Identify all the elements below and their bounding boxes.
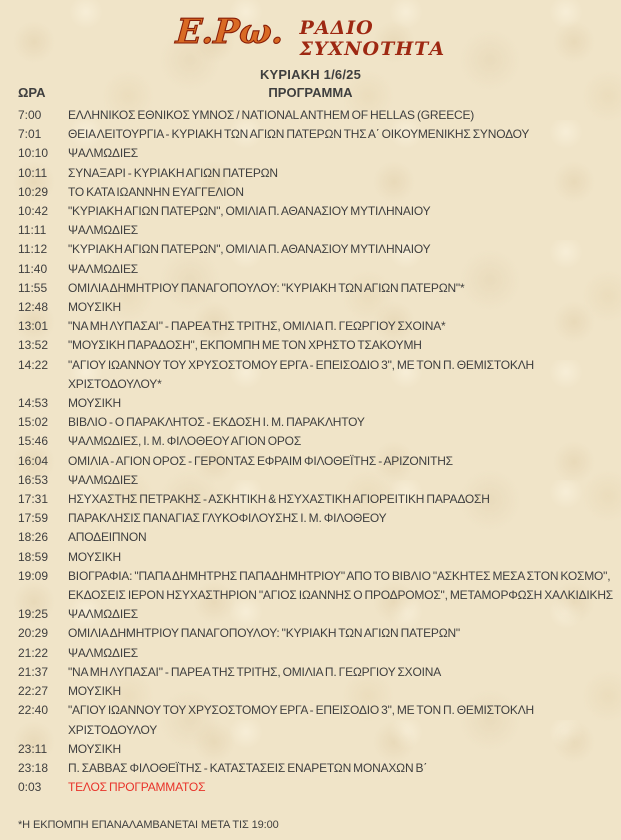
schedule-row — [0, 298, 621, 317]
schedule-time: 22:40 — [18, 703, 49, 718]
schedule-row — [0, 663, 621, 682]
schedule-title: ΨΑΛΜΩΔΙΕΣ — [68, 223, 138, 238]
schedule-time: 18:26 — [18, 530, 49, 545]
schedule-title: ΠΑΡΑΚΛΗΣΙΣ ΠΑΝΑΓΙΑΣ ΓΛΥΚΟΦΙΛΟΥΣΗΣ Ι. Μ. ΦΙΛΟΘΕΟΥ — [68, 511, 387, 526]
schedule-title: ΨΑΛΜΩΔΙΕΣ, Ι. Μ. ΦΙΛΟΘΕΟΥ ΑΓΙΟΝ ΟΡΟΣ — [68, 434, 302, 449]
schedule-row — [0, 317, 621, 336]
schedule-row — [0, 432, 621, 451]
schedule-row — [0, 509, 621, 528]
schedule-row — [0, 413, 621, 432]
schedule-row — [0, 125, 621, 144]
station-logo — [0, 0, 621, 60]
schedule-row — [0, 279, 621, 298]
station-name-line1: ΡΑΔΙΟ — [299, 17, 374, 39]
schedule-time: 21:37 — [18, 664, 49, 679]
schedule-title: ΨΑΛΜΩΔΙΕΣ — [68, 472, 138, 487]
schedule-title: ΟΜΙΛΙΑ ΔΗΜΗΤΡΙΟΥ ΠΑΝΑΓΟΠΟΥΛΟΥ: "ΚΥΡΙΑΚΗ ΤΩΝ ΑΓΙΩΝ ΠΑΤΕΡΩΝ" — [68, 626, 460, 641]
schedule-row — [0, 164, 621, 183]
schedule-list — [0, 106, 621, 797]
schedule-title: ΣΥΝΑΞΑΡΙ - ΚΥΡΙΑΚΗ ΑΓΙΩΝ ΠΑΤΕΡΩΝ — [68, 165, 278, 180]
col-header-program: ΠΡΟΓΡΑΜΜΑ — [268, 85, 353, 100]
schedule-time: 21:22 — [18, 645, 49, 660]
station-name — [299, 12, 445, 60]
schedule-time: 15:46 — [18, 434, 49, 449]
schedule-time: 20:29 — [18, 626, 49, 641]
station-logo-script: Ε.Ρω. — [174, 12, 285, 52]
footnote: *Η ΕΚΠΟΜΠΗ ΕΠΑΝΑΛΑΜΒΑΝΕΤΑΙ ΜΕΤΑ ΤΙΣ 19:00 — [18, 819, 279, 832]
schedule-title: "ΝΑ ΜΗ ΛΥΠΑΣΑΙ" - ΠΑΡΕΑ ΤΗΣ ΤΡΙΤΗΣ, ΟΜΙΛΙΑ Π. ΓΕΩΡΓΙΟΥ ΣΧΟΙΝΑ — [68, 664, 442, 679]
table-header — [0, 85, 621, 105]
schedule-time: 10:11 — [18, 165, 48, 180]
schedule-title: ΨΑΛΜΩΔΙΕΣ — [68, 607, 138, 622]
schedule-time: 11:55 — [18, 280, 48, 295]
schedule-row — [0, 336, 621, 355]
schedule-time: 17:59 — [18, 511, 49, 526]
schedule-time: 17:31 — [18, 492, 49, 507]
station-name-line2: ΣΥΧΝΟΤΗΤΑ — [299, 38, 446, 60]
schedule-row — [0, 202, 621, 221]
schedule-row — [0, 221, 621, 240]
schedule-time: 10:29 — [18, 184, 49, 199]
schedule-time: 19:09 — [18, 568, 49, 583]
schedule-time: 7:00 — [18, 108, 42, 122]
schedule-time: 10:42 — [18, 204, 49, 219]
schedule-time: 11:40 — [18, 261, 48, 276]
schedule-time: 14:53 — [18, 396, 49, 411]
schedule-row — [0, 682, 621, 701]
schedule-row — [0, 778, 621, 797]
schedule-time: 22:27 — [18, 684, 49, 699]
schedule-row — [0, 144, 621, 163]
schedule-title: Π. ΣΑΒΒΑΣ ΦΙΛΟΘΕΪΤΗΣ - ΚΑΤΑΣΤΑΣΕΙΣ ΕΝΑΡΕΤΩΝ ΜΟΝΑΧΩΝ Β΄ — [68, 760, 428, 775]
schedule-row — [0, 356, 621, 394]
schedule-time: 23:11 — [18, 741, 48, 756]
schedule-title: ΨΑΛΜΩΔΙΕΣ — [68, 645, 138, 660]
schedule-row — [0, 759, 621, 778]
schedule-time: 18:59 — [18, 549, 49, 564]
schedule-row — [0, 260, 621, 279]
date-heading: ΚΥΡΙΑΚΗ 1/6/25 — [259, 67, 362, 82]
schedule-title: ΑΠΟΔΕΙΠΝΟΝ — [68, 530, 147, 545]
schedule-row — [0, 394, 621, 413]
schedule-row — [0, 183, 621, 202]
schedule-row — [0, 471, 621, 490]
schedule-row — [0, 548, 621, 567]
schedule-title: ΒΙΒΛΙΟ - Ο ΠΑΡΑΚΛΗΤΟΣ - ΕΚΔΟΣΗ Ι. Μ. ΠΑΡΑΚΛΗΤΟΥ — [68, 415, 365, 430]
schedule-time: 19:25 — [18, 607, 49, 622]
schedule-time: 0:03 — [18, 780, 42, 795]
schedule-title: ΨΑΛΜΩΔΙΕΣ — [68, 261, 138, 276]
col-header-time: ΩΡΑ — [18, 85, 46, 100]
schedule-title: ΟΜΙΛΙΑ ΔΗΜΗΤΡΙΟΥ ΠΑΝΑΓΟΠΟΥΛΟΥ: "ΚΥΡΙΑΚΗ ΤΩΝ ΑΓΙΩΝ ΠΑΤΕΡΩΝ"* — [68, 280, 465, 295]
schedule-row — [0, 624, 621, 643]
schedule-row — [0, 240, 621, 259]
schedule-title: ΜΟΥΣΙΚΗ — [68, 300, 121, 315]
schedule-title: ΕΛΛΗΝΙΚΟΣ ΕΘΝΙΚΟΣ ΥΜΝΟΣ / NATIONAL ANTHEM OF HELLAS (GREECE) — [68, 108, 475, 122]
schedule-row — [0, 106, 621, 125]
schedule-title: "ΚΥΡΙΑΚΗ ΑΓΙΩΝ ΠΑΤΕΡΩΝ", ΟΜΙΛΙΑ Π. ΑΘΑΝΑΣΙΟΥ ΜΥΤΙΛΗΝΑΙΟΥ — [68, 204, 431, 219]
schedule-title: "ΑΓΙΟΥ ΙΩΑΝΝΟΥ ΤΟΥ ΧΡΥΣΟΣΤΟΜΟΥ ΕΡΓΑ - ΕΠΕΙΣΟΔΙΟ 3", ΜΕ ΤΟΝ Π. ΘΕΜΙΣΤΟΚΛΗ ΧΡΙΣΤΟΔΟΥΛΟΥ — [68, 703, 535, 737]
schedule-time: 16:04 — [18, 453, 49, 468]
schedule-title: "ΑΓΙΟΥ ΙΩΑΝΝΟΥ ΤΟΥ ΧΡΥΣΟΣΤΟΜΟΥ ΕΡΓΑ - ΕΠΕΙΣΟΔΙΟ 3", ΜΕ ΤΟΝ Π. ΘΕΜΙΣΤΟΚΛΗ ΧΡΙΣΤΟΔΟΥΛΟΥ* — [68, 357, 535, 391]
schedule-time: 13:52 — [18, 338, 49, 353]
schedule-time: 12:48 — [18, 300, 49, 315]
schedule-title: ΘΕΙΑ ΛΕΙΤΟΥΡΓΙΑ - ΚΥΡΙΑΚΗ ΤΩΝ ΑΓΙΩΝ ΠΑΤΕΡΩΝ ΤΗΣ Α΄ ΟΙΚΟΥΜΕΝΙΚΗΣ ΣΥΝΟΔΟΥ — [68, 127, 530, 142]
schedule-title: "ΜΟΥΣΙΚΗ ΠΑΡΑΔΟΣΗ", ΕΚΠΟΜΠΗ ΜΕ ΤΟΝ ΧΡΗΣΤΟ ΤΣΑΚΟΥΜΗ — [68, 338, 422, 353]
schedule-title: ΜΟΥΣΙΚΗ — [68, 684, 121, 699]
schedule-row — [0, 740, 621, 759]
schedule-row — [0, 605, 621, 624]
schedule-time: 15:02 — [18, 415, 49, 430]
schedule-row — [0, 567, 621, 605]
schedule-row — [0, 644, 621, 663]
schedule-title: ΜΟΥΣΙΚΗ — [68, 396, 121, 411]
schedule-title: "ΚΥΡΙΑΚΗ ΑΓΙΩΝ ΠΑΤΕΡΩΝ", ΟΜΙΛΙΑ Π. ΑΘΑΝΑΣΙΟΥ ΜΥΤΙΛΗΝΑΙΟΥ — [68, 242, 431, 257]
schedule-time: 11:11 — [18, 223, 47, 238]
schedule-time: 13:01 — [18, 319, 49, 334]
schedule-title: "ΝΑ ΜΗ ΛΥΠΑΣΑΙ" - ΠΑΡΕΑ ΤΗΣ ΤΡΙΤΗΣ, ΟΜΙΛΙΑ Π. ΓΕΩΡΓΙΟΥ ΣΧΟΙΝΑ* — [68, 319, 446, 334]
schedule-title-end: ΤΕΛΟΣ ΠΡΟΓΡΑΜΜΑΤΟΣ — [68, 780, 206, 795]
schedule-row — [0, 452, 621, 471]
schedule-title: ΨΑΛΜΩΔΙΕΣ — [68, 146, 138, 161]
schedule-row — [0, 528, 621, 547]
schedule-time: 11:12 — [18, 242, 48, 257]
schedule-row — [0, 490, 621, 509]
schedule-title: ΤΟ ΚΑΤΑ ΙΩΑΝΝΗΝ ΕΥΑΓΓΕΛΙΟΝ — [68, 184, 244, 199]
schedule-title: ΟΜΙΛΙΑ - ΑΓΙΟΝ ΟΡΟΣ - ΓΕΡΟΝΤΑΣ ΕΦΡΑΙΜ ΦΙΛΟΘΕΪΤΗΣ - ΑΡΙΖΟΝΙΤΗΣ — [68, 453, 453, 468]
schedule-title: ΗΣΥΧΑΣΤΗΣ ΠΕΤΡΑΚΗΣ - ΑΣΚΗΤΙΚΗ & ΗΣΥΧΑΣΤΙΚΗ ΑΓΙΟΡΕΙΤΙΚΗ ΠΑΡΑΔΟΣΗ — [68, 492, 490, 507]
schedule-title: ΜΟΥΣΙΚΗ — [68, 741, 121, 756]
schedule-title: ΒΙΟΓΡΑΦΙΑ: "ΠΑΠΑ ΔΗΜΗΤΡΗΣ ΠΑΠΑΔΗΜΗΤΡΙΟΥ" ΑΠΟ ΤΟ ΒΙΒΛΙΟ "ΑΣΚΗΤΕΣ ΜΕΣΑ ΣΤΟΝ ΚΟΣΜΟ", ΕΚΔΟΣΕΙΣ ΙΕΡΟΝ ΗΣΥΧΑΣΤΗΡΙΟΝ "ΑΓΙΟΣ ΙΩΑΝΝΗΣ Ο ΠΡΟΔΡΟΜΟΣ", ΜΕΤΑΜΟΡΦΩΣΗ ΧΑΛΚΙΔΙΚΗΣ — [68, 568, 614, 603]
schedule-row — [0, 701, 621, 739]
schedule-time: 10:10 — [18, 146, 49, 161]
schedule-time: 23:18 — [18, 760, 49, 775]
schedule-time: 16:53 — [18, 472, 49, 487]
schedule-time: 7:01 — [18, 127, 42, 142]
schedule-time: 14:22 — [18, 357, 49, 372]
schedule-title: ΜΟΥΣΙΚΗ — [68, 549, 121, 564]
